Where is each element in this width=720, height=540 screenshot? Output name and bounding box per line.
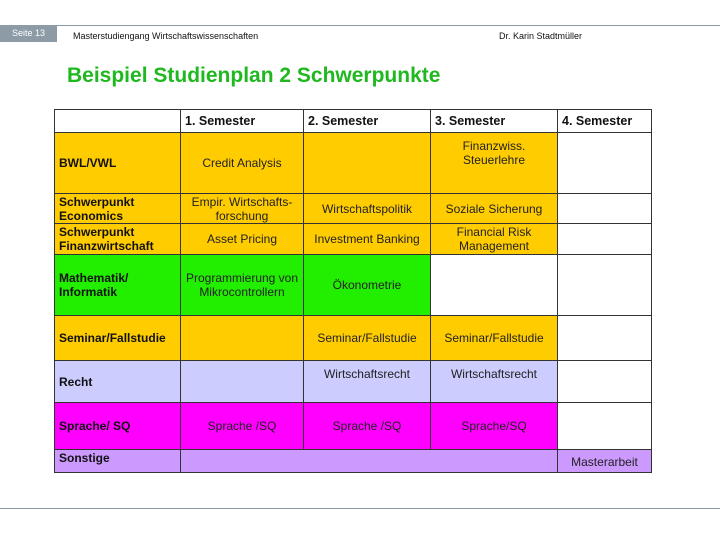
- empty-cell: [558, 361, 652, 403]
- column-header: 1. Semester: [181, 109, 304, 133]
- empty-cell: [558, 255, 652, 316]
- course-cell: Asset Pricing: [181, 224, 304, 255]
- course-cell: Wirtschaftspolitik: [304, 194, 431, 224]
- course-cell: Sprache/SQ: [431, 403, 558, 450]
- study-plan-table: [54, 109, 652, 473]
- row-label: Schwerpunkt Economics: [54, 194, 181, 224]
- page-number-badge: Seite 13: [0, 25, 57, 42]
- slide-title: Beispiel Studienplan 2 Schwerpunkte: [67, 64, 441, 87]
- row-label: Mathematik/ Informatik: [54, 255, 181, 316]
- row-label: Seminar/Fallstudie: [54, 316, 181, 361]
- course-cell: Sprache /SQ: [304, 403, 431, 450]
- course-cell: Sprache /SQ: [181, 403, 304, 450]
- empty-cell: [431, 255, 558, 316]
- column-header: 4. Semester: [558, 109, 652, 133]
- row-label: Sprache/ SQ: [54, 403, 181, 450]
- row-label: Recht: [54, 361, 181, 403]
- course-cell: Seminar/Fallstudie: [304, 316, 431, 361]
- course-cell: Credit Analysis: [181, 133, 304, 194]
- row-label: Sonstige: [54, 450, 181, 473]
- course-cell: Empir. Wirtschafts-forschung: [181, 194, 304, 224]
- course-cell: Investment Banking: [304, 224, 431, 255]
- author-name: Dr. Karin Stadtmüller: [499, 31, 583, 41]
- course-cell: Finanzwiss. Steuerlehre: [431, 133, 558, 194]
- row-label: Schwerpunkt Finanzwirtschaft: [54, 224, 181, 255]
- empty-cell: [304, 133, 431, 194]
- empty-cell: [558, 194, 652, 224]
- course-name: Masterstudiengang Wirtschaftswissenschaften: [73, 31, 259, 41]
- course-cell: Seminar/Fallstudie: [431, 316, 558, 361]
- column-header-empty: [54, 109, 181, 133]
- empty-cell: [558, 133, 652, 194]
- column-header: 3. Semester: [431, 109, 558, 133]
- course-cell: Wirtschaftsrecht: [431, 361, 558, 403]
- row-label: BWL/VWL: [54, 133, 181, 194]
- empty-cell: [558, 224, 652, 255]
- course-cell: Financial Risk Management: [431, 224, 558, 255]
- column-header: 2. Semester: [304, 109, 431, 133]
- header-divider: [0, 25, 720, 26]
- course-cell: Ökonometrie: [304, 255, 431, 316]
- course-cell: Masterarbeit: [558, 450, 652, 473]
- course-cell: Wirtschaftsrecht: [304, 361, 431, 403]
- course-cell: Soziale Sicherung: [431, 194, 558, 224]
- empty-cell: [181, 361, 304, 403]
- empty-cell: [181, 450, 558, 473]
- course-cell: Programmierung von Mikrocontrollern: [181, 255, 304, 316]
- footer-divider: [0, 508, 720, 509]
- empty-cell: [181, 316, 304, 361]
- empty-cell: [558, 316, 652, 361]
- empty-cell: [558, 403, 652, 450]
